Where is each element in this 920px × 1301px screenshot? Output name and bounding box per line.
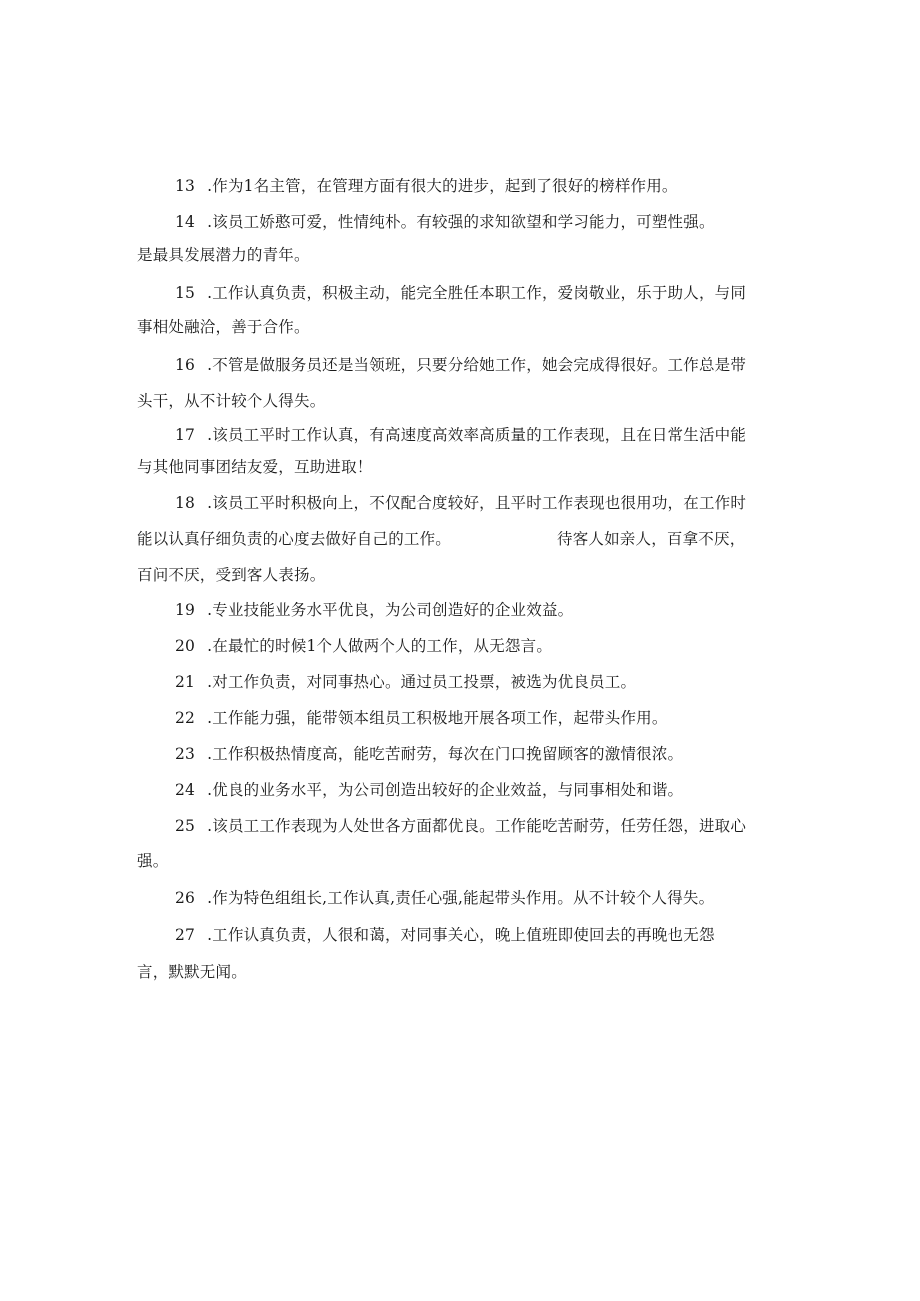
item-text: .不管是做服务员还是当领班，只要分给她工作，她会完成得很好。工作总是带	[207, 356, 747, 374]
item-text: 百问不厌，受到客人表扬。	[137, 566, 326, 584]
item-26-line-1	[175, 888, 714, 908]
item-24-line-1	[175, 780, 683, 800]
item-text: 能以认真仔细负责的心度去做好自己的工作。	[137, 530, 452, 548]
item-text: 事相处融洽，善于合作。	[137, 318, 310, 336]
item-text: .对工作负责，对同事热心。通过员工投票，被选为优良员工。	[207, 673, 637, 691]
item-14-line-2	[137, 245, 310, 265]
item-text: .优良的业务水平，为公司创造出较好的企业效益，与同事相处和谐。	[207, 781, 684, 799]
item-text: .工作认真负责，积极主动，能完全胜任本职工作，爱岗敬业，乐于助人，与同	[207, 284, 747, 302]
item-text: 言，默默无闻。	[137, 963, 247, 981]
item-text: 强。	[137, 852, 169, 870]
item-15-line-1	[175, 283, 746, 303]
item-text: .在最忙的时候1个人做两个人的工作，从无怨言。	[207, 637, 553, 655]
item-text: .作为特色组组长,工作认真,责任心强,能起带头作用。从不计较个人得失。	[207, 889, 715, 907]
item-text: 头干，从不计较个人得失。	[137, 392, 326, 410]
item-number: 13	[175, 177, 196, 195]
item-text: .工作积极热情度高，能吃苦耐劳，每次在门口挽留顾客的激情很浓。	[207, 745, 684, 763]
item-text: .作为1名主管，在管理方面有很大的进步，起到了很好的榜样作用。	[207, 177, 678, 195]
item-text: .该员工工作表现为人处世各方面都优良。工作能吃苦耐劳，任劳任怨，进取心	[207, 817, 747, 835]
item-text: .工作认真负责，人很和蔼，对同事关心，晚上值班即使回去的再晚也无怨	[207, 926, 715, 944]
item-17-line-2	[137, 457, 373, 477]
item-number: 25	[175, 817, 196, 835]
item-number: 20	[175, 637, 196, 655]
item-18-line-2b	[557, 529, 745, 549]
item-27-line-1	[175, 925, 715, 945]
item-text: .该员工平时积极向上，不仅配合度较好，且平时工作表现也很用功，在工作时	[207, 494, 747, 512]
item-23-line-1	[175, 744, 683, 764]
item-14-line-1	[175, 212, 715, 232]
item-number: 14	[175, 213, 196, 231]
item-22-line-1	[175, 708, 668, 728]
item-16-line-1	[175, 355, 746, 375]
item-number: 21	[175, 673, 196, 691]
item-number: 15	[175, 284, 196, 302]
item-number: 23	[175, 745, 196, 763]
item-20-line-1	[175, 636, 552, 656]
item-number: 24	[175, 781, 196, 799]
item-18-line-1	[175, 493, 746, 513]
item-number: 22	[175, 709, 196, 727]
item-number: 26	[175, 889, 196, 907]
item-text: 与其他同事团结友爱，互助进取！	[137, 458, 373, 476]
item-text: .工作能力强，能带领本组员工积极地开展各项工作，起带头作用。	[207, 709, 668, 727]
item-16-line-2	[137, 391, 325, 411]
item-18-line-3	[137, 565, 325, 585]
item-25-line-1	[175, 816, 746, 836]
item-number: 18	[175, 494, 196, 512]
item-number: 19	[175, 601, 196, 619]
item-18-line-2	[137, 529, 451, 549]
item-21-line-1	[175, 672, 636, 692]
item-19-line-1	[175, 600, 573, 620]
item-27-line-2	[137, 962, 247, 982]
item-text: .专业技能业务水平优良，为公司创造好的企业效益。	[207, 601, 574, 619]
item-13-line-1	[175, 176, 678, 196]
item-text: 待客人如亲人，百拿不厌，	[557, 530, 746, 548]
item-text: 是最具发展潜力的青年。	[137, 246, 310, 264]
item-number: 27	[175, 926, 196, 944]
item-25-line-2	[137, 851, 168, 871]
item-text: .该员工娇憨可爱，性情纯朴。有较强的求知欲望和学习能力，可塑性强。	[207, 213, 715, 231]
item-15-line-2	[137, 317, 310, 337]
item-text: .该员工平时工作认真，有高速度高效率高质量的工作表现，且在日常生活中能	[207, 426, 747, 444]
item-17-line-1	[175, 425, 746, 445]
item-number: 16	[175, 356, 196, 374]
item-number: 17	[175, 426, 196, 444]
